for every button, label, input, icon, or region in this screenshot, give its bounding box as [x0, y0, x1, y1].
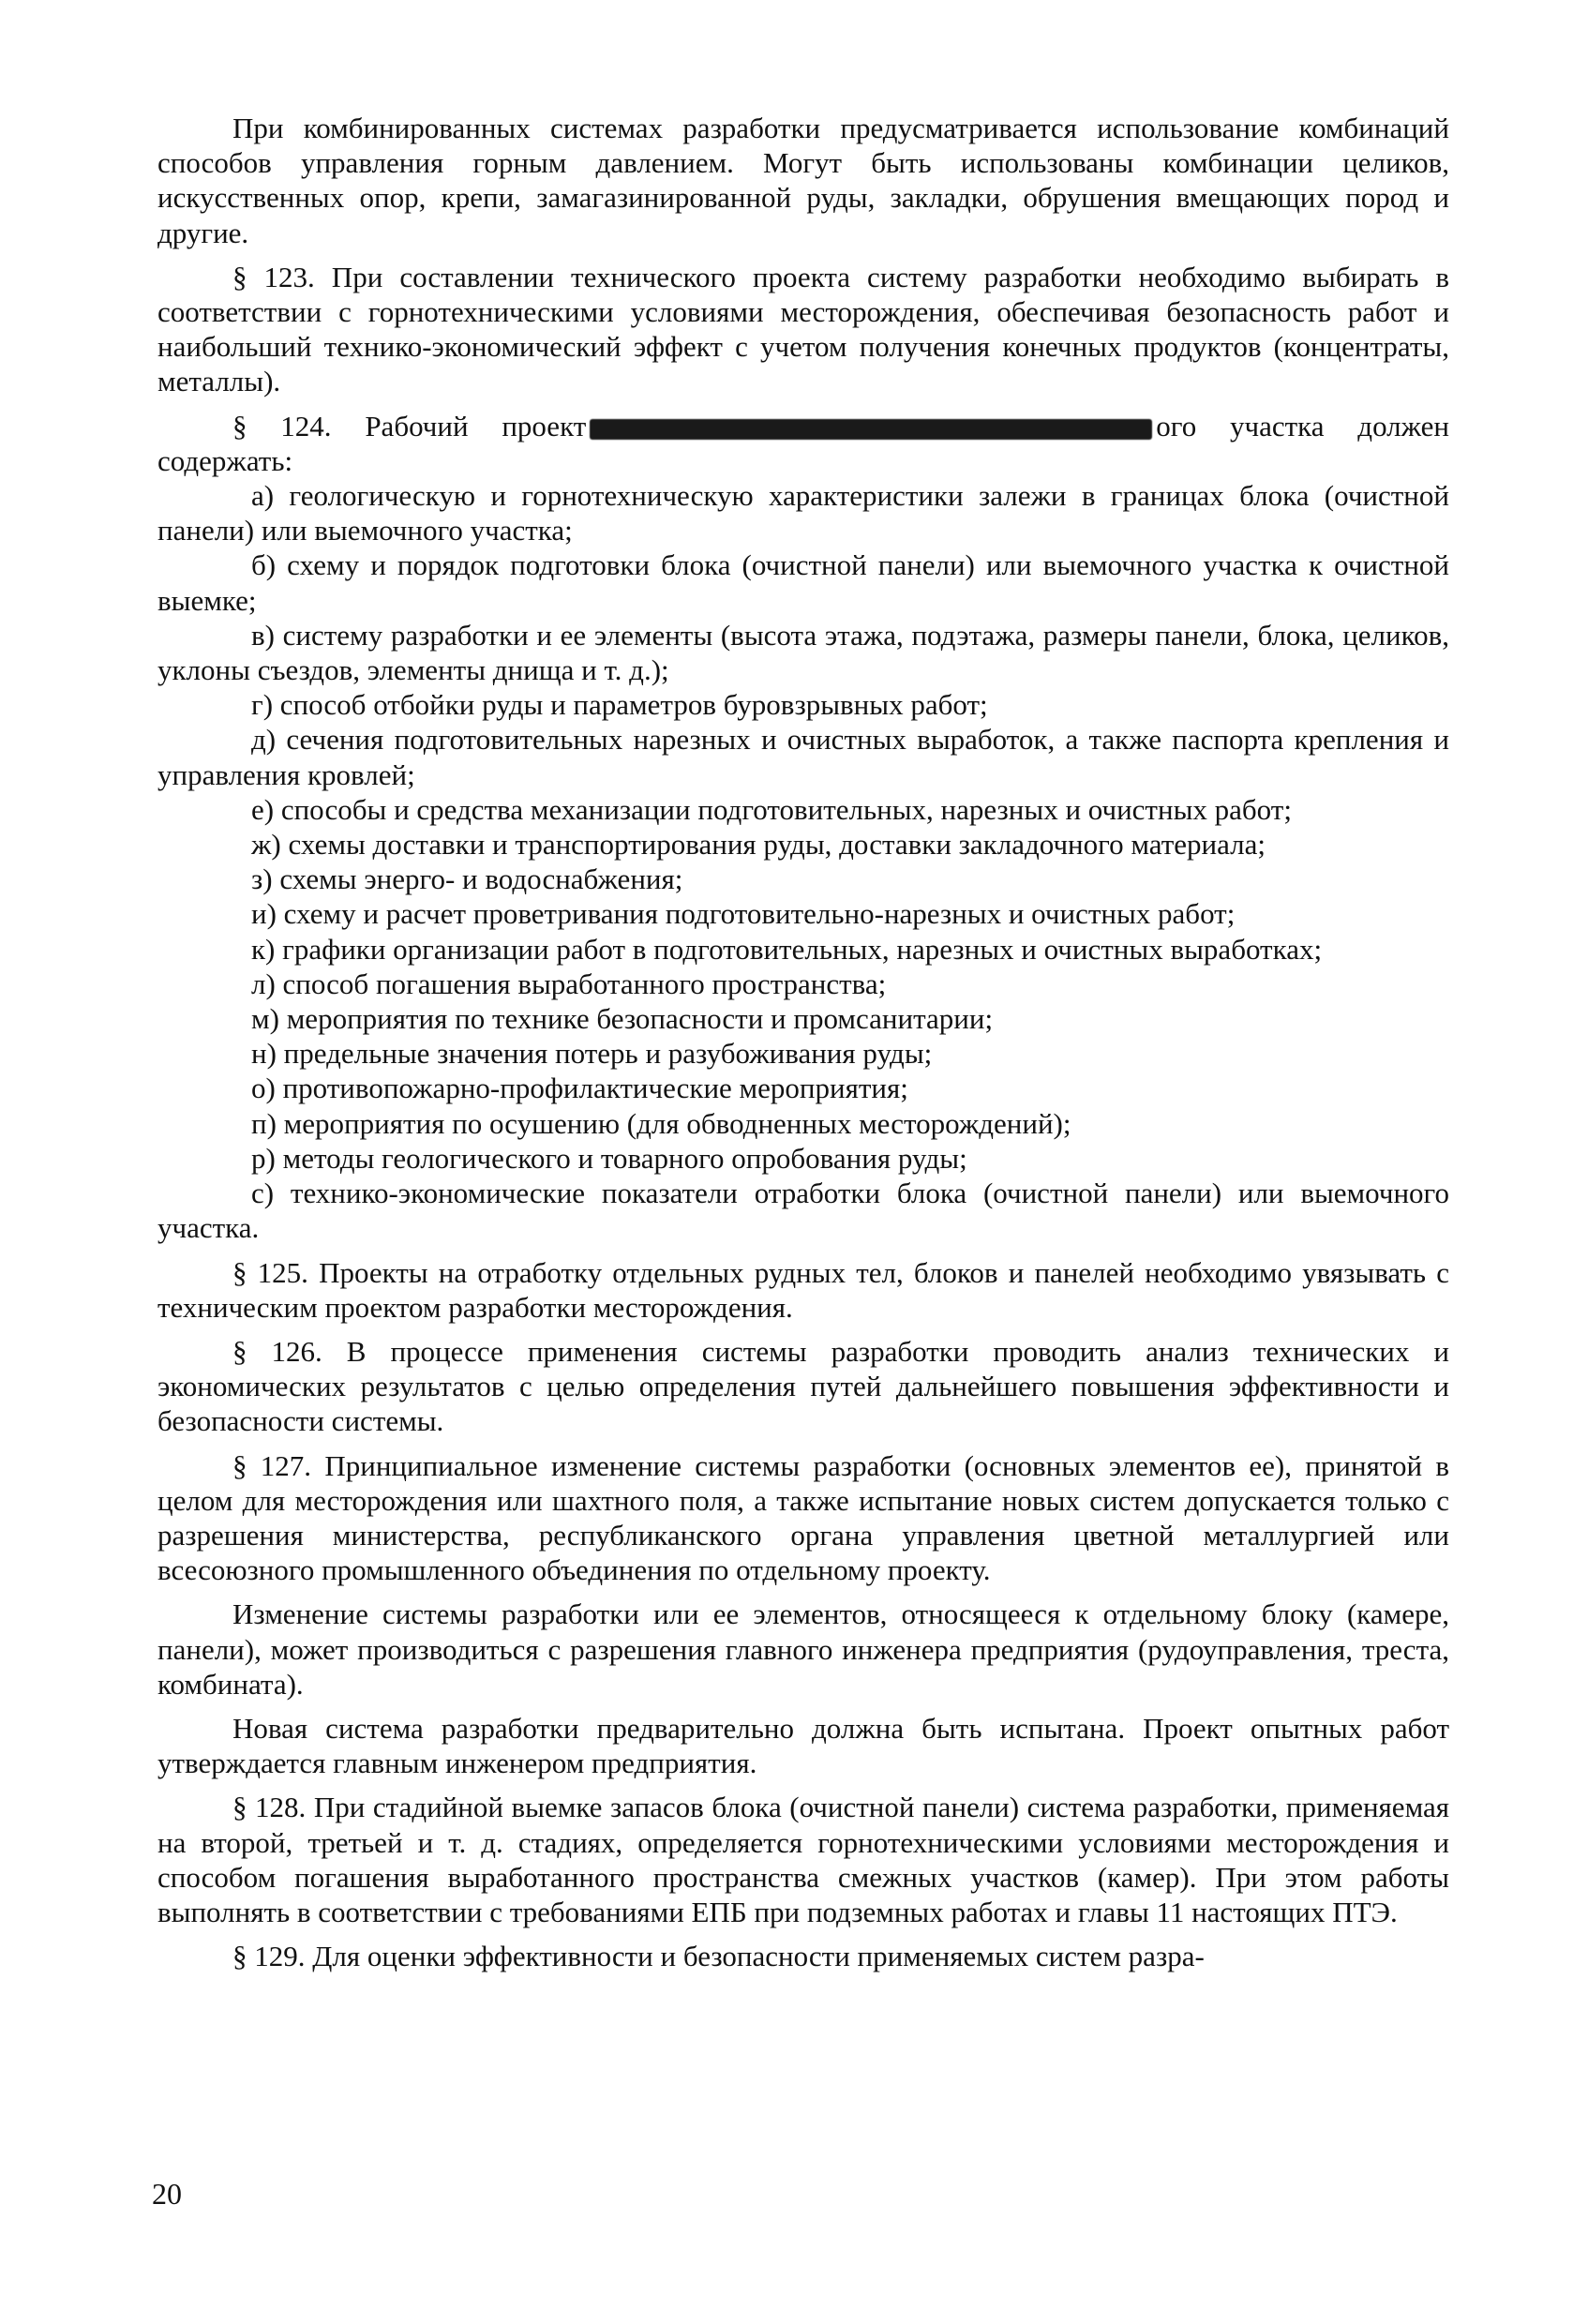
- section-123: § 123. При составлении технического проекта систему разработки необходимо выбирать в соответствии с горнотехническими условиями месторождения, обеспечивая безопасность работ и наибольший технико-экономический эффект с учетом получения конечных продуктов (концентраты, металлы).: [157, 260, 1449, 398]
- redacted-text-blot: [590, 419, 1152, 440]
- section-124-end: ого участка должен содержать:: [157, 409, 1449, 477]
- list-item-v: в) систему разработки и ее элементы (высота этажа, подэтажа, размеры панели, блока, целиков, уклоны съездов, элементы днища и т. д.);: [157, 618, 1449, 687]
- page-number: 20: [152, 2177, 182, 2211]
- list-item-r: р) методы геологического и товарного опробования руды;: [251, 1141, 967, 1175]
- list-item-b: б) схему и порядок подготовки блока (очистной панели) или выемочного участка к очистной выемке;: [157, 548, 1449, 617]
- section-124-start: § 124. Рабочий проект: [232, 409, 587, 442]
- section-126: § 126. В процессе применения системы разработки проводить анализ технических и экономических результатов с целью определения путей дальнейшего повышения эффективности и безопасности системы.: [157, 1334, 1449, 1438]
- section-129: § 129. Для оценки эффективности и безопасности применяемых систем разра-: [232, 1940, 1205, 1973]
- list-item-o: о) противопожарно-профилактические мероприятия;: [251, 1072, 908, 1105]
- list-item-n: н) предельные значения потерь и разубоживания руды;: [251, 1037, 933, 1071]
- section-127-change: Изменение системы разработки или ее элементов, относящееся к отдельному блоку (камере, панели), может производиться с разрешения главного инженера предприятия (рудоуправления, треста, комбината).: [157, 1597, 1449, 1701]
- list-item-k: к) графики организации работ в подготовительных, нарезных и очистных выработках;: [251, 932, 1323, 966]
- section-124: [157, 409, 1449, 478]
- list-item-e: е) способы и средства механизации подготовительных, нарезных и очистных работ;: [251, 792, 1292, 826]
- paragraph-intro: При комбинированных системах разработки предусматривается использование комбинаций способов управления горным давлением. Могут быть использованы комбинации целиков, искусственных опор, крепи, замагазинированной руды, закладки, обрушения вмещающих пород и другие.: [157, 112, 1449, 249]
- section-127: § 127. Принципиальное изменение системы разработки (основных элементов ее), принятой в целом для месторождения или шахтного поля, а также испытание новых систем допускается только с разрешения министерства, республиканского органа управления цветной металлургией или всесоюзного промышленного объединения по отдельному проекту.: [157, 1448, 1449, 1587]
- list-item-l: л) способ погашения выработанного пространства;: [251, 967, 887, 1000]
- list-item-i: и) схему и расчет проветривания подготовительно-нарезных и очистных работ;: [251, 897, 1236, 931]
- list-item-s: с) технико-экономические показатели отработки блока (очистной панели) или выемочного участка.: [157, 1177, 1449, 1245]
- section-127-new-system: Новая система разработки предварительно должна быть испытана. Проект опытных работ утверждается главным инженером предприятия.: [157, 1711, 1449, 1780]
- document-page: [157, 111, 1449, 1973]
- list-item-p: п) мероприятия по осушению (для обводненных месторождений);: [251, 1106, 1071, 1140]
- section-128: § 128. При стадийной выемке запасов блока (очистной панели) система разработки, применяемая на второй, третьей и т. д. стадиях, определяется горнотехническими условиями месторождения и способом погашения выработанного пространства смежных участков (камер). При этом работы выполнять в соответствии с требованиями ЕПБ при подземных работах и главы 11 настоящих ПТЭ.: [157, 1791, 1449, 1928]
- list-item-g: г) способ отбойки руды и параметров буровзрывных работ;: [251, 688, 988, 722]
- list-item-zh: ж) схемы доставки и транспортирования руды, доставки закладочного материала;: [251, 828, 1266, 862]
- list-item-z: з) схемы энерго- и водоснабжения;: [251, 862, 683, 896]
- list-item-d: д) сечения подготовительных нарезных и очистных выработок, а также паспорта крепления и управления кровлей;: [157, 723, 1449, 791]
- section-125: § 125. Проекты на отработку отдельных рудных тел, блоков и панелей необходимо увязывать с техническим проектом разработки месторождения.: [157, 1255, 1449, 1324]
- list-item-m: м) мероприятия по технике безопасности и промсанитарии;: [251, 1002, 994, 1036]
- list-item-a: а) геологическую и горнотехническую характеристики залежи в границах блока (очистной панели) или выемочного участка;: [157, 479, 1449, 547]
